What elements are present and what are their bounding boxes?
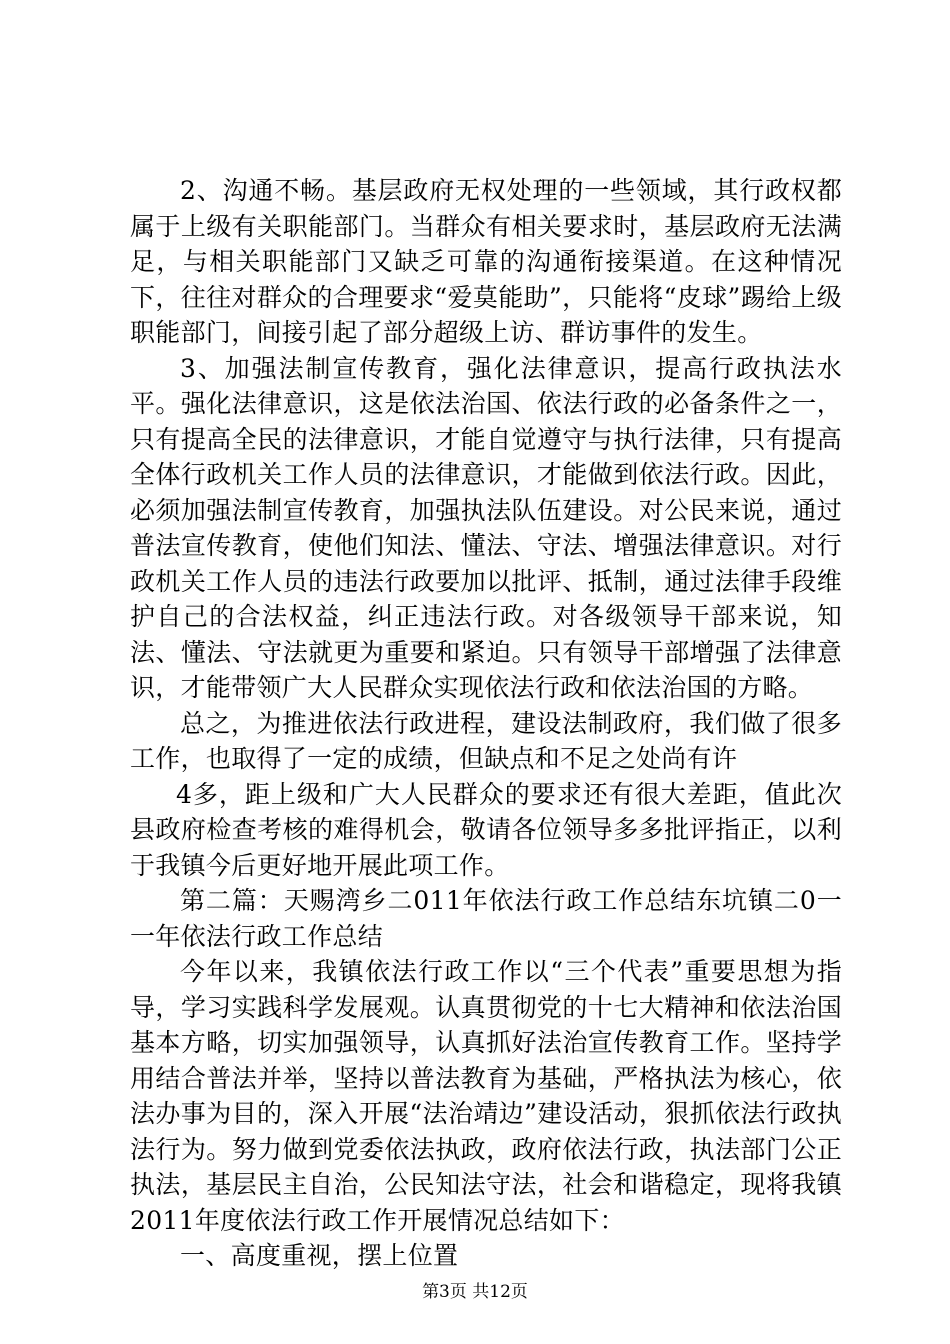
section-heading: 一、高度重视，摆上位置	[180, 1241, 459, 1270]
paragraph-summary-continued: 4多，距上级和广大人民群众的要求还有很大差距，值此次县政府检查考核的难得机会，敬请各位领导多多批评指正，以利于我镇今后更好地开展此项工作。	[130, 779, 842, 880]
paragraph-communication-issue: 2、沟通不畅。基层政府无权处理的一些领域，其行政权都属于上级有关职能部门。当群众有相关要求时，基层政府无法满足，与相关职能部门又缺乏可靠的沟通衔接渠道。在这种情况下，往往对群众的合理要求“爱莫能助”，只能将“皮球”踢给上级职能部门，间接引起了部分超级上访、群访事件的发生。	[130, 176, 842, 347]
paragraph-legal-education: 3、加强法制宣传教育，强化法律意识，提高行政执法水平。强化法律意识，这是依法治国、依法行政的必备条件之一，只有提高全民的法律意识，才能自觉遵守与执行法律，只有提高全体行政机关工作人员的法律意识，才能做到依法行政。因此，必须加强法制宣传教育，加强执法队伍建设。对公民来说，通过普法宣传教育，使他们知法、懂法、守法、增强法律意识。对行政机关工作人员的违法行政要加以批评、抵制，通过法律手段维护自己的合法权益，纠正违法行政。对各级领导干部来说，知法、懂法、守法就更为重要和紧迫。只有领导干部增强了法律意识，才能带领广大人民群众实现依法行政和依法治国的方略。	[130, 353, 842, 702]
page-footer: 第3页 共12页	[422, 1282, 528, 1302]
paragraph-intro: 今年以来，我镇依法行政工作以“三个代表”重要思想为指导，学习实践科学发展观。认真贯彻党的十七大精神和依法治国基本方略，切实加强领导，认真抓好法治宣传教育工作。坚持学用结合普法并举，坚持以普法教育为基础，严格执法为核心，依法办事为目的，深入开展“法治靖边”建设活动，狠抓依法行政执法行为。努力做到党委依法执政，政府依法行政，执法部门公正执法，基层民主自治，公民知法守法，社会和谐稳定，现将我镇2011年度依法行政工作开展情况总结如下：	[130, 957, 842, 1235]
paragraph-second-article-title: 第二篇：天赐湾乡二011年依法行政工作总结东坑镇二0一一年依法行政工作总结	[130, 886, 842, 951]
paragraph-summary: 总之，为推进依法行政进程，建设法制政府，我们做了很多工作，也取得了一定的成绩，但缺点和不足之处尚有许	[130, 708, 842, 773]
document-body	[130, 173, 842, 1274]
